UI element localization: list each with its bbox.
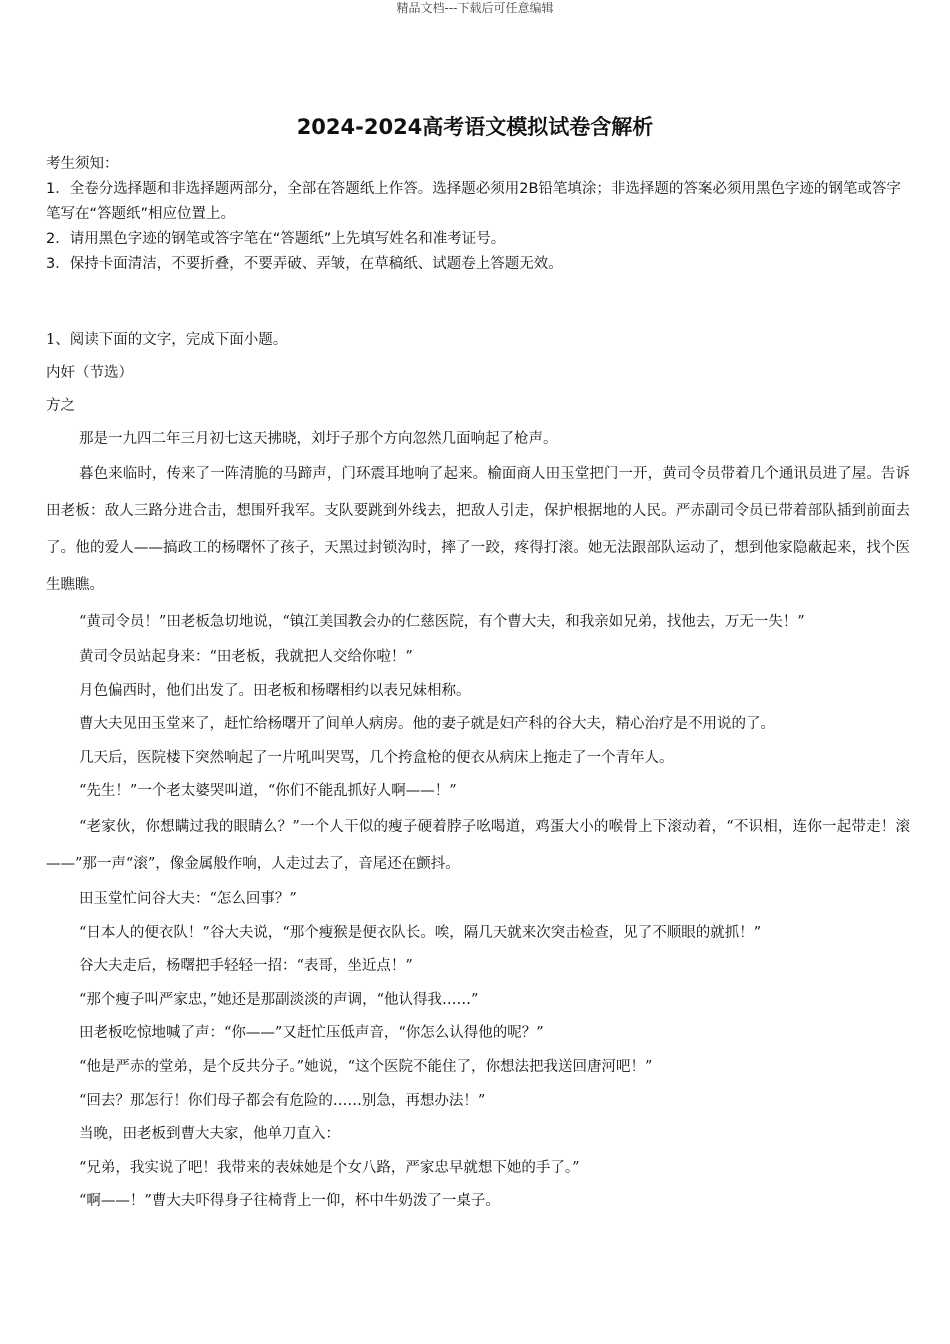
article-paragraph: 曹大夫见田玉堂来了，赶忙给杨曙开了间单人病房。他的妻子就是妇产科的谷大夫，精心治疗是不用说的了。 bbox=[79, 716, 775, 733]
exam-notice bbox=[46, 152, 908, 277]
question-prompt: 1、阅读下面的文字，完成下面小题。 bbox=[46, 332, 288, 348]
article-paragraph: “日本人的便衣队！”谷大夫说，“那个瘦猴是便衣队长。唉，隔几天就来次突击检查，见了不顺眼的就抓！” bbox=[79, 924, 762, 941]
article-paragraph: 田玉堂忙问谷大夫：“怎么回事？” bbox=[79, 890, 297, 907]
notice-item: 3．保持卡面清洁，不要折叠，不要弄破、弄皱，在草稿纸、试题卷上答题无效。 bbox=[46, 256, 563, 272]
article-paragraph: 月色偏西时，他们出发了。田老板和杨曙相约以表兄妹相称。 bbox=[79, 682, 471, 699]
article-paragraph: 那是一九四二年三月初七这天拂晓，刘圩子那个方向忽然几面响起了枪声。 bbox=[79, 431, 558, 447]
article-title: 内奸（节选） bbox=[46, 365, 133, 381]
article-paragraph: “老家伙，你想瞒过我的眼睛么？”一个人干似的瘦子硬着脖子吆喝道，鸡蛋大小的喉骨上下滚动着，“不识相，连你一起带走！滚——”那一声“滚”，像金属般作响，人走过去了，音尾还在颤抖。 bbox=[46, 818, 910, 872]
article-paragraph: 田老板吃惊地喊了声：“你——”又赶忙压低声音，“你怎么认得他的呢？” bbox=[79, 1025, 544, 1042]
reading-question bbox=[46, 324, 910, 1219]
notice-heading: 考生须知： bbox=[46, 156, 119, 172]
article-paragraph: 暮色来临时，传来了一阵清脆的马蹄声，门环震耳地响了起来。榆面商人田玉堂把门一开，黄司令员带着几个通讯员进了屋。告诉田老板：敌人三路分进合击，想围歼我军。支队要跳到外线去，把敌人引走，保护根据地的人民。严赤副司令员已带着部队插到前面去了。他的爱人——搞政工的杨曙怀了孩子，天黑过封锁沟时，摔了一跤，疼得打滚。她无法跟部队运动了，想到他家隐蔽起来，找个医生瞧瞧。 bbox=[46, 466, 910, 593]
article-author: 方之 bbox=[46, 398, 75, 414]
article-paragraph: 当晚，田老板到曹大夫家，他单刀直入： bbox=[79, 1126, 340, 1143]
article-paragraph: “先生！”一个老太婆哭叫道，“你们不能乱抓好人啊——！” bbox=[79, 783, 457, 800]
notice-item: 1．全卷分选择题和非选择题两部分，全部在答题纸上作答。选择题必须用2B铅笔填涂；非选择题的答案必须用黑色字迹的钢笔或答字笔写在“答题纸”相应位置上。 bbox=[46, 181, 901, 222]
article-paragraph: “啊——！”曹大夫吓得身子往椅背上一仰，杯中牛奶泼了一桌子。 bbox=[79, 1193, 500, 1210]
page-title: 2024-2024高考语文模拟试卷含解析 bbox=[296, 115, 654, 139]
notice-item: 2．请用黑色字迹的钢笔或答字笔在“答题纸”上先填写姓名和准考证号。 bbox=[46, 231, 506, 247]
article-paragraph: “那个瘦子叫严家忠，”她还是那副淡淡的声调，“他认得我……” bbox=[79, 991, 479, 1008]
article-paragraph: “他是严赤的堂弟，是个反共分子。”她说，“这个医院不能住了，你想法把我送回唐河吧！” bbox=[79, 1058, 653, 1075]
page-header-note: 精品文档---下载后可任意编辑 bbox=[396, 1, 554, 15]
article-paragraph: “回去？那怎行！你们母子都会有危险的……别急，再想办法！” bbox=[79, 1092, 486, 1109]
article-paragraph: “兄弟，我实说了吧！我带来的表妹她是个女八路，严家忠早就想下她的手了。” bbox=[79, 1159, 580, 1176]
article-paragraph: 谷大夫走后，杨曙把手轻轻一招：“表哥，坐近点！” bbox=[79, 958, 413, 975]
article-paragraph: 几天后，医院楼下突然响起了一片吼叫哭骂，几个挎盒枪的便衣从病床上拖走了一个青年人。 bbox=[79, 749, 674, 766]
article-paragraph: 黄司令员站起身来：“田老板，我就把人交给你啦！” bbox=[79, 649, 413, 665]
article-paragraph: “黄司令员！”田老板急切地说，“镇江美国教会办的仁慈医院，有个曹大夫，和我亲如兄弟，找他去，万无一失！” bbox=[79, 614, 805, 630]
